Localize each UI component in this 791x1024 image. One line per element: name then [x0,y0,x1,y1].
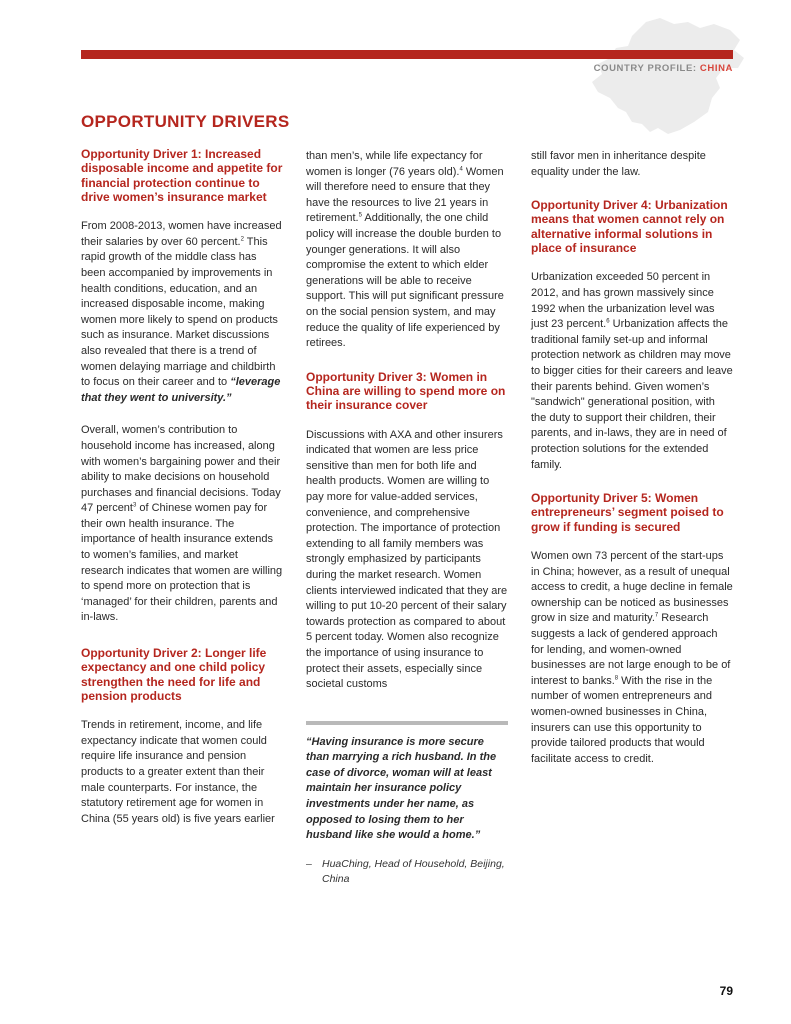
driver-1-paragraph-1: From 2008-2013, women have increased their salaries by over 60 percent.$^2$ This rapid growth of the middle class has been accompanied by improvements in health conditions, education, and an increased disposable income, making women more likely to spend on products such as insurance. Market discussions also revealed that there is a trend of women delaying marriage and childbirth to focus on their career and to “leverage that they went to university.” [81,220,282,404]
quote-attribution: – HuaChing, Head of Household, Beijing, China [306,857,505,886]
driver-3-paragraph-1: Discussions with AXA and other insurers indicated that women are less price sensitive than men for both life and health products. Women are willing to pay more for value-added services, convenience, and comprehensive protection. The importance of protection extending to all family members was strongly emphasized by participants during the market research. Women clients interviewed indicated that they are willing to put 10-20 percent of their salary towards protection as compared to about 5 percent today. Women also recognize the importance of using insurance to protect their assets, especially since societal customs [306,428,508,691]
driver-1-paragraph-2: Overall, women’s contribution to household income has increased, along with women’s bargaining power and their ability to make decisions on household purchases and financial decisions. Today 47 percent$^3$ of Chinese women pay for their own health insurance. The importance of health insurance extends to women’s families, and market research indicates that women are willing to spend more on protection that is ‘managed’ for their children, parents and in-laws. [81,424,283,624]
section-title: OPPORTUNITY DRIVERS [81,112,290,131]
driver-3-paragraph-1-continued: still favor men in inheritance despite equality under the law. [531,150,706,178]
column-1 [81,147,283,840]
header-rule [81,50,733,59]
driver-5-heading: Opportunity Driver 5: Women entrepreneurs’ segment poised to grow if funding is secured [531,491,724,534]
quote-rule [306,721,508,725]
driver-4-heading: Opportunity Driver 4: Urbanization means that women cannot rely on alternative informal solutions in place of insurance [531,198,728,256]
driver-5-paragraph-1: Women own 73 percent of the start-ups in China; however, as a result of unequal access to credit, a huge decline in female ownership can be noticed as businesses grow in size and maturity.$^7$ Research suggests a lack of gendered approach for lending, and women-owned businesses are not large enough to be of interest to banks.$^8$ With the rise in the number of women entrepreneurs and women-owned businesses in China, insurers can use this opportunity to provide tailored products that would facilitate access to credit. [531,549,733,765]
country-profile-label: COUNTRY PROFILE: CHINA [593,63,733,74]
driver-2-paragraph-1-continued: than men’s, while life expectancy for women is longer (76 years old).$^4$ Women will therefore need to ensure that they have the resources to live 21 years in retirement.$^5$ Additionally, the one child policy will increase the double burden to younger generations. It will also compromise the extent to which elder generations will be able to receive support. This will put significant pressure on the social pension system, and may reduce the quality of life experienced by retirees. [306,150,504,350]
column-2 [306,149,508,888]
driver-2-paragraph-1: Trends in retirement, income, and life expectancy indicate that women could require life insurance and pension products to a greater extent than their male counterparts. For instance, the statutory retirement age for women in China (55 years old) is five years earlier [81,719,275,825]
pull-quote: “Having insurance is more secure than marrying a rich husband. In the case of divorce, woman will at least maintain her insurance policy investments under her name, as opposed to losing them to her husband like she would a home.” [306,735,497,842]
emphasis-quote: “leverage that they went to university.” [81,376,281,404]
driver-2-heading: Opportunity Driver 2: Longer life expectancy and one child policy strengthen the need for life and pension products [81,646,267,703]
country-name: CHINA [699,63,733,74]
china-map-graphic [588,18,748,136]
column-3 [531,149,733,780]
page-number: 79 [719,984,733,998]
driver-3-heading: Opportunity Driver 3: Women in China are willing to spend more on their insurance cover [306,369,506,413]
driver-4-paragraph-1: Urbanization exceeded 50 percent in 2012, and has grown massively since 1992 when the urbanization level was just 23 percent.$^6$ Urbanization affects the traditional family set-up and informal protection network as children may move to bigger cities for their careers and leave their parents behind. Given women’s "sandwich" generational position, with the duty to support their children, their parents, and in-laws, they are in need of protection solutions for the extended family. [531,271,733,471]
driver-1-heading: Opportunity Driver 1: Increased disposable income and appetite for financial protection continue to drive women’s insurance market [81,147,283,204]
